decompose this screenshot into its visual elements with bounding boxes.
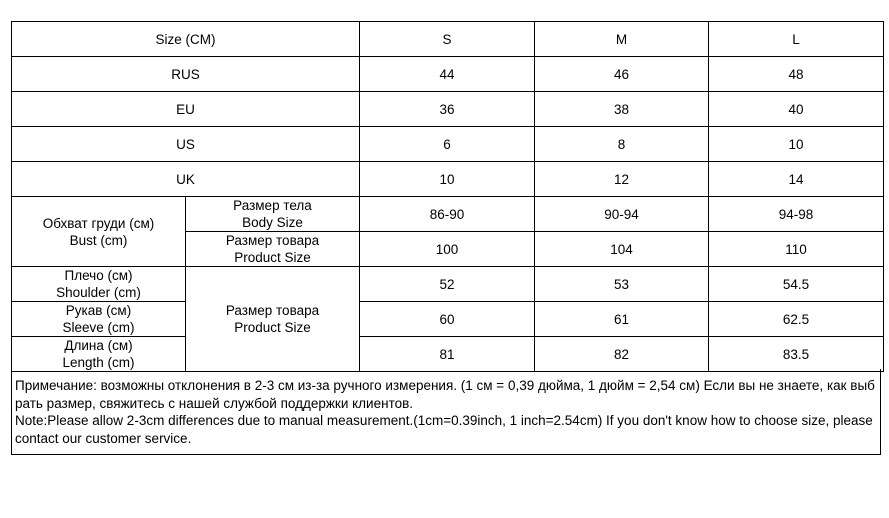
table-row-shoulder [12,267,884,302]
measurement-note [11,369,881,455]
header-row [12,22,884,57]
cell-value: 83.5 [709,337,884,372]
cell-value: 61 [535,302,709,337]
cell-value: 104 [535,232,709,267]
cell-value: 86-90 [360,197,535,232]
note-ru: Примечание: возможны отклонения в 2-3 см из-за ручного измерения. (1 см = 0,39 дюйма, 1 дюйм = 2,54 см) Если вы не знаете, как выбрать размер, свяжитесь с нашей службой поддержки клиентов. [15,378,875,411]
table-row-us [12,127,884,162]
note-en: Note:Please allow 2-3cm differences due to manual measurement.(1cm=0.39inch, 1 inch=2.54cm) If you don't know how to choose size, please contact our customer service. [15,413,873,446]
table-row-sleeve [12,302,884,337]
cell-value: 94-98 [709,197,884,232]
row-label: EU [12,92,360,127]
row-label: RUS [12,57,360,92]
row-label: US [12,127,360,162]
table-row-eu [12,92,884,127]
cell-value: 53 [535,267,709,302]
cell-value: 82 [535,337,709,372]
header-size-l: L [709,22,884,57]
table-row-bust-body [12,197,884,232]
bust-label-en: Bust (cm) [69,232,128,248]
table-row-length [12,337,884,372]
cell-value: 10 [360,162,535,197]
cell-value: 6 [360,127,535,162]
row-label: UK [12,162,360,197]
header-size-cm: Size (CM) [12,22,360,57]
product-size-label-en: Product Size [234,250,311,265]
shoulder-label [12,267,186,302]
cell-value: 14 [709,162,884,197]
bust-label [12,197,186,267]
cell-value: 48 [709,57,884,92]
table-row-uk [12,162,884,197]
sleeve-label-ru: Рукав (см) [65,303,132,318]
shoulder-label-ru: Плечо (см) [64,268,133,283]
cell-value: 110 [709,232,884,267]
body-size-label-ru: Размер тела [233,198,312,213]
cell-value: 10 [709,127,884,162]
shoulder-label-en: Shoulder (cm) [56,285,141,300]
product-size-group-label-ru: Размер товара [225,303,320,318]
cell-value: 60 [360,302,535,337]
cell-value: 81 [360,337,535,372]
cell-value: 40 [709,92,884,127]
header-size-s: S [360,22,535,57]
bust-label-ru: Обхват груди (см) [42,215,155,231]
cell-value: 52 [360,267,535,302]
cell-value: 38 [535,92,709,127]
cell-value: 36 [360,92,535,127]
cell-value: 44 [360,57,535,92]
cell-value: 54.5 [709,267,884,302]
cell-value: 12 [535,162,709,197]
cell-value: 8 [535,127,709,162]
size-chart-table [11,21,884,372]
product-size-group-label-en: Product Size [234,320,311,335]
cell-value: 90-94 [535,197,709,232]
body-size-label-en: Body Size [242,215,303,230]
header-size-m: M [535,22,709,57]
product-size-group-label [186,267,360,372]
length-label-en: Length (cm) [62,355,135,370]
sleeve-label-en: Sleeve (cm) [62,320,135,335]
cell-value: 100 [360,232,535,267]
cell-value: 62.5 [709,302,884,337]
length-label [12,337,186,372]
product-size-label-ru: Размер товара [225,233,320,248]
table-row-rus [12,57,884,92]
cell-value: 46 [535,57,709,92]
product-size-label [186,232,360,267]
length-label-ru: Длина (см) [64,338,133,353]
sleeve-label [12,302,186,337]
body-size-label [186,197,360,232]
